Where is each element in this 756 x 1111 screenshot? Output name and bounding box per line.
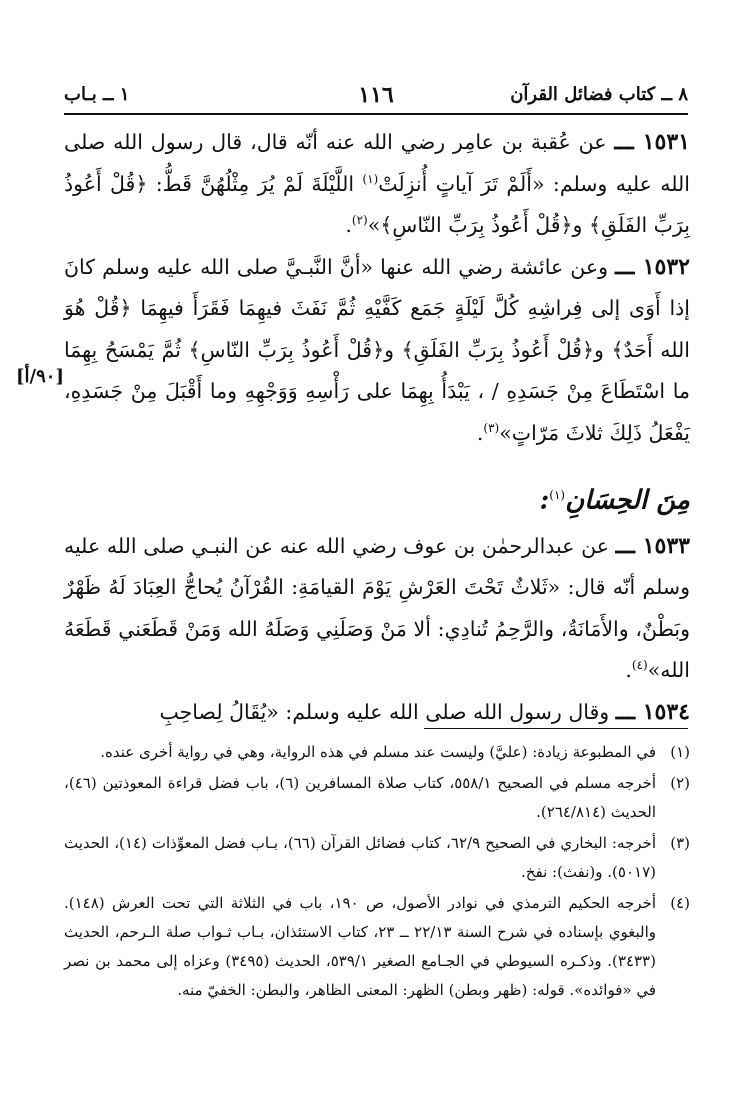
hadith-text: عن عبدالرحمٰن بن عوف رضي الله عنه عن النبـي صلى الله عليه وسلم أنّه قال: «ثَلاثٌ تَحْتَ العَرْشِ يَوْمَ القيامَةِ: القُرْآنُ يُحاجُّ العِبَادَ لَهُ ظَهْرٌ وبَطْنٌ، والأَمَانَةُ، والرَّحِمُ تُنادِي: ألا مَنْ وَصَلَنِي وَصَلَهُ الله وَمَنْ قَطَعَني قَطَعَهُ الله» xyxy=(64,533,690,683)
hadith-1534 xyxy=(64,692,690,734)
header-rule xyxy=(64,113,688,115)
footnote-text: في المطبوعة زيادة: (عليَّ) وليست عند مسلم في هذه الرواية، وهي في رواية أخرى عنده. xyxy=(100,743,656,761)
footnote-ref: (١) xyxy=(362,171,379,186)
footnote-3 xyxy=(64,829,690,887)
hadith-1532 xyxy=(64,247,690,455)
footnotes xyxy=(64,738,690,1007)
footnote-2 xyxy=(64,769,690,827)
hadith-text: اللَّيْلَةَ لَمْ يُرَ مِثْلُهُنَّ قَطُّ: ﴿قُلْ أَعُوذُ بِرَبِّ الفَلَقِ﴾ و﴿قُلْ أَعُوذُ بِرَبِّ النّاسِ﴾» xyxy=(64,171,690,237)
hadith-number: ١٥٣٣ ـــ xyxy=(615,532,690,559)
hadith-number: ١٥٣٢ ـــ xyxy=(615,253,690,280)
hadith-number: ١٥٣١ ـــ xyxy=(614,129,690,155)
footnote-rule xyxy=(424,728,688,729)
main-text xyxy=(64,122,690,733)
section-heading xyxy=(64,474,690,522)
footnote-text: أخرجه الحكيم الترمذي في نوادر الأصول، ص ١٩٠، باب في الثلاثة التي تحت العرش (١٤٨). والبغوي بإسناده في شرح السنة ٢٢/١٣ ــ ٢٣، كتاب الاستئذان، بـاب ثـواب صلة الـرحم، الحديث (٣٤٣٣). وذكـره السيوطي في الجـامع الصغير ٥٣٩/١، الحديث (٣٤٩٥) وعزاه إلى محمد بن نصر في «فوائده». قوله: (ظهر وبطن) الظهر: المعنى الظاهر، والبطن: الخفيّ منه. xyxy=(64,894,657,999)
running-header xyxy=(64,84,688,110)
section-heading-text: مِنَ الحِسَانِ xyxy=(565,485,690,516)
footnote-ref: (٣) xyxy=(483,420,500,435)
footnote-ref: (١) xyxy=(549,488,566,502)
section-label: ١ ــ بـاب xyxy=(64,84,130,105)
hadith-1531 xyxy=(64,122,690,247)
hadith-text: وعن عائشة رضي الله عنها «أنَّ النَّبـيَّ صلى الله عليه وسلم كانَ إذا أَوَى إلى فِراشِهِ كُلَّ لَيْلَةٍ جَمَع كَفَّيْهِ ثُمَّ نَفَثَ فيهِمَا فَقَرَأَ فيهِمَا ﴿قُلْ هُوَ الله أَحَدٌ﴾ و﴿قُلْ أَعُوذُ بِرَبِّ الفَلَقِ﴾ و﴿قُلْ أَعُوذُ بِرَبِّ النّاسِ﴾ ثُمَّ يَمْسَحُ بِهِمَا ما اسْتَطَاعَ مِنْ جَسَدِهِ / ، يَبْدَأُ بِهِمَا على رَأْسِهِ وَوَجْهِهِ وما أَقْبَلَ مِنْ جَسَدِهِ، يَفْعَلُ ذَلِكَ ثلاثَ مَرّاتٍ» xyxy=(64,254,690,445)
footnote-text: أخرجه مسلم في الصحيح ٥٥٨/١، كتاب صلاة المسافرين (٦)، باب فضل قراءة المعوذتين (٤٦)، الحديث (٢٦٤/٨١٤). xyxy=(64,774,657,821)
section-heading-colon: : xyxy=(539,485,550,516)
hadith-text: وقال رسول الله صلى الله عليه وسلم: «يُقَالُ لِصاحِبِ xyxy=(159,699,610,724)
footnote-text: أخرجه: البخاري في الصحيح ٦٢/٩، كتاب فضائل القرآن (٦٦)، بـاب فضل المعوِّذات (١٤)، الحديث (٥٠١٧). و(نفث): نفخ. xyxy=(64,834,656,881)
sentence-end: . xyxy=(476,420,484,445)
footnote-number: (٤) xyxy=(670,894,690,912)
manuscript-folio-note: [٩٠/أ] xyxy=(16,366,64,387)
chapter-title: ٨ ــ كتاب فضائل القرآن xyxy=(510,84,688,105)
footnote-ref: (٢) xyxy=(351,213,368,228)
footnote-number: (١) xyxy=(670,743,690,761)
sentence-end: . xyxy=(625,658,632,683)
sentence-end: . xyxy=(345,213,352,237)
footnote-1 xyxy=(64,738,690,767)
page-number: ١١٦ xyxy=(358,82,394,108)
hadith-text: عن عُقبة بن عامِر رضي الله عنه أنّه قال، قال رسول الله صلى الله عليه وسلم: «أَلَمْ تَرَ آياتٍ أُنزِلَتْ xyxy=(64,130,690,196)
footnote-number: (٢) xyxy=(670,774,690,792)
hadith-number: ١٥٣٤ ـــ xyxy=(615,698,690,725)
hadith-1533 xyxy=(64,526,690,692)
footnote-number: (٣) xyxy=(670,834,690,852)
footnote-ref: (٤) xyxy=(631,658,648,673)
footnote-4 xyxy=(64,889,690,1005)
